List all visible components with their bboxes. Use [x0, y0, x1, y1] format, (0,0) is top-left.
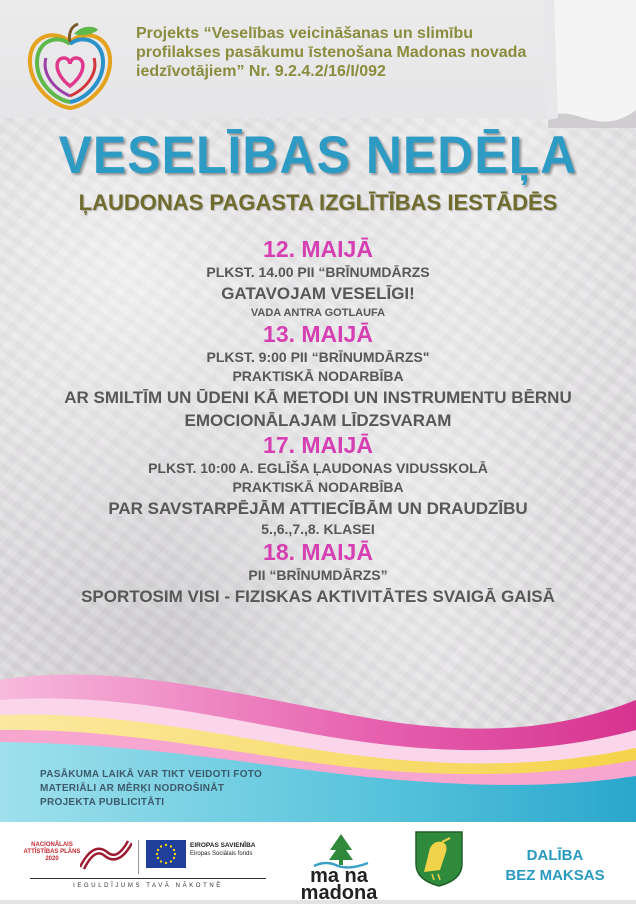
latvia-flag-icon: [80, 838, 132, 874]
madona-logo: [284, 865, 394, 904]
nap-label: NACIONĀLAIS ATTĪSTĪBAS PLĀNS 2020: [23, 842, 81, 862]
event-block: [0, 432, 636, 539]
event-time-place: PLKST. 14.00 PII “BRĪNUMDĀRZS: [206, 264, 430, 280]
coat-of-arms-icon: [414, 830, 464, 888]
free-line-1: DALĪBA: [526, 847, 584, 864]
event-date: 12. MAIJĀ: [263, 236, 373, 262]
madona-logo-bottom: madona: [300, 882, 378, 904]
page-subtitle: ĻAUDONAS PAGASTA IZGLĪTĪBAS IESTĀDĒS: [78, 190, 558, 215]
event-note: VADA ANTRA GOTLAUFA: [250, 307, 386, 319]
event-block: [0, 539, 636, 608]
free-participation: [490, 846, 620, 886]
eu-flag-icon: [146, 840, 186, 868]
madona-logo-top: ma na: [310, 865, 368, 887]
event-block: [0, 321, 636, 432]
free-line-2: BEZ MAKSAS: [505, 867, 605, 884]
event-time-place: PLKST. 9:00 PII “BRĪNUMDĀRZS": [206, 349, 430, 365]
eu-title: EIROPAS SAVIENĪBA: [190, 842, 256, 849]
events-list: [0, 236, 636, 608]
event-title: GATAVOJAM VESELĪGI!: [221, 284, 415, 303]
event-audience: 5.,6.,7.,8. KLASEI: [261, 521, 375, 537]
invest-slogan: IEGULDĪJUMS TAVĀ NĀKOTNĒ: [73, 883, 223, 889]
event-title: PAR SAVSTARPĒJĀM ATTIECĪBĀM UN DRAUDZĪBU: [108, 499, 528, 518]
event-title: SPORTOSIM VISI - FIZISKAS AKTIVITĀTES SVAIGĀ GAISĀ: [81, 587, 555, 606]
publicity-notice: PASĀKUMA LAIKĀ VAR TIKT VEIDOTI FOTO MATERIĀLI AR MĒRĶI NODROŠINĀT PROJEKTA PUBLICITĀTI: [40, 769, 263, 808]
event-type: PRAKTISKĀ NODARBĪBA: [232, 368, 404, 384]
event-time-place: PLKST. 10:00 A. EGLĪŠA ĻAUDONAS VIDUSSKOLĀ: [148, 460, 488, 476]
paper-curl-decoration: [544, 0, 636, 128]
event-title: AR SMILTĪM UN ŪDENI KĀ METODI UN INSTRUMENTU BĒRNU: [64, 388, 572, 407]
divider: [138, 840, 139, 874]
event-block: [0, 236, 636, 321]
event-title-continued: EMOCIONĀLAJAM LĪDZSVARAM: [184, 411, 452, 430]
event-type: PRAKTISKĀ NODARBĪBA: [232, 479, 404, 495]
page-title: VESELĪBAS NEDĒĻA: [58, 125, 578, 185]
eu-label: [190, 842, 260, 858]
eu-fund: Eiropas Sociālais fonds: [190, 851, 253, 857]
event-date: 17. MAIJĀ: [263, 432, 373, 458]
event-date: 18. MAIJĀ: [263, 539, 373, 565]
project-description: Projekts “Veselības veicināšanas un slimību profilakses pasākumu īstenošana Madonas novada iedzīvotājiem” Nr. 9.2.4.2/16/I/092: [136, 25, 527, 80]
event-time-place: PII “BRĪNUMDĀRZS”: [248, 567, 388, 583]
apple-heart-logo: [24, 22, 116, 110]
event-date: 13. MAIJĀ: [263, 321, 373, 347]
invest-divider: [30, 878, 266, 879]
